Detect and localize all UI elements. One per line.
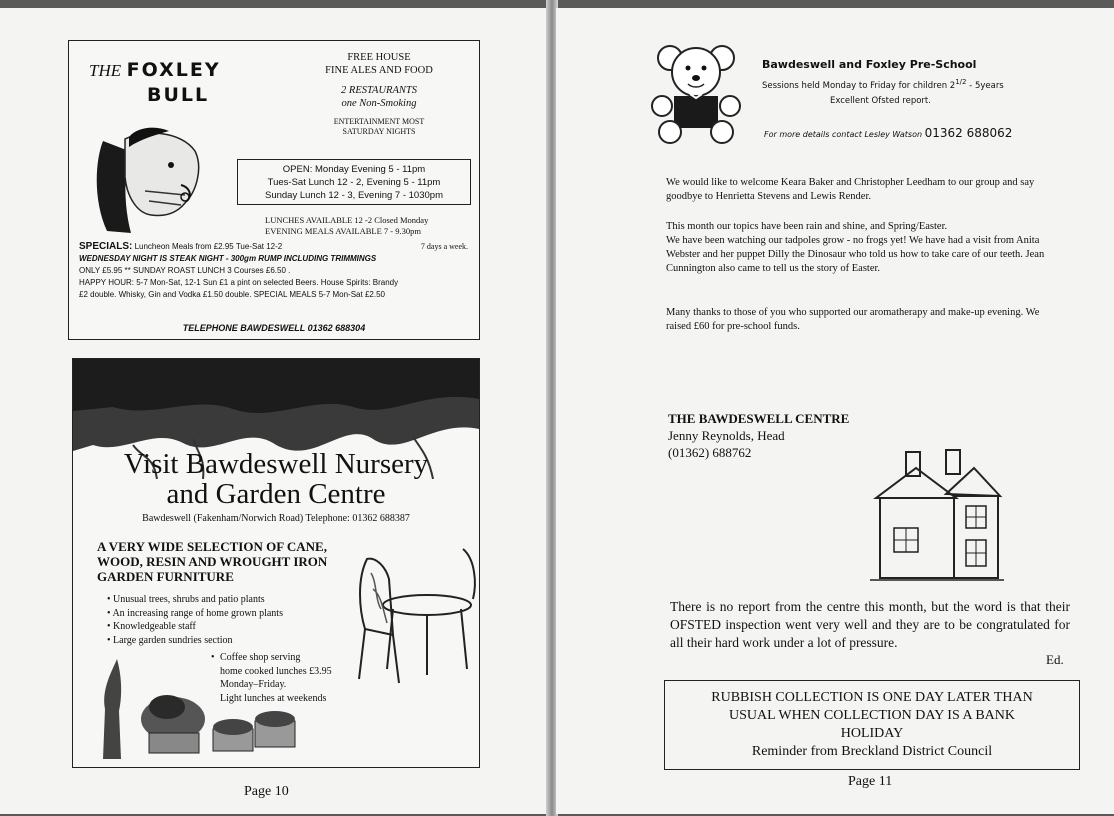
feature-item: • Knowledgeable staff xyxy=(107,620,283,634)
feature-item: • Unusual trees, shrubs and patio plants xyxy=(107,593,283,607)
coffee-line-3: Monday–Friday. xyxy=(220,679,287,690)
welcome-paragraph: We would like to welcome Keara Baker and Christopher Leedham to our group and say goodbye to Henrietta Stevens and Lewis Render. xyxy=(666,177,1035,202)
right-page xyxy=(556,8,1114,814)
sessions-end: - 5years xyxy=(966,80,1004,91)
foxley-title-name: FOXLEY xyxy=(126,59,221,81)
lunches-available: LUNCHES AVAILABLE 12 -2 Closed Monday xyxy=(265,215,429,225)
furniture-headline xyxy=(97,539,397,584)
nursery-title xyxy=(73,449,479,509)
foxley-telephone: TELEPHONE BAWDESWELL 01362 688304 xyxy=(182,323,366,333)
nursery-advert xyxy=(72,358,480,768)
open-line-3: Sunday Lunch 12 - 3, Evening 7 - 1030pm xyxy=(265,190,443,201)
sessions-text: Sessions held Monday to Friday for children 2 xyxy=(762,80,956,91)
preschool-contact xyxy=(764,126,1012,140)
specials xyxy=(79,241,474,301)
tadpoles-paragraph: We have been watching our tadpoles grow - no frogs yet! We have had a visit from Anita Webster and her puppet Dilly the Dinosaur who told us how to take care of our teeth. Jean Cunnington also came to tell us the story of Easter. xyxy=(666,235,1045,274)
headline-line-1: A VERY WIDE SELECTION OF CANE, xyxy=(97,539,327,554)
page-number-right: Page 11 xyxy=(848,774,893,789)
teddy-bear-illustration xyxy=(648,40,744,144)
garden-furniture-illustration xyxy=(353,539,479,689)
non-smoking: one Non-Smoking xyxy=(341,98,417,109)
foxley-title-the: THE xyxy=(89,61,122,80)
centre-title: THE BAWDESWELL CENTRE xyxy=(668,411,850,426)
contact-text: For more details contact Lesley Watson xyxy=(764,130,923,139)
sunday-roast: ONLY £5.95 ** SUNDAY ROAST LUNCH 3 Courses £6.50 . xyxy=(79,266,291,275)
nursery-title-line-1: Visit Bawdeswell Nursery xyxy=(123,448,429,480)
coffee-shop-info: • Coffee shop serving home cooked lunches £3.95 Monday–Friday. Light lunches at weekends xyxy=(211,652,332,704)
free-house: FREE HOUSE xyxy=(347,52,411,63)
rubbish-line-1: RUBBISH COLLECTION IS ONE DAY LATER THAN xyxy=(711,690,1033,705)
restaurants: 2 RESTAURANTS xyxy=(341,85,417,96)
house-illustration xyxy=(866,448,1006,588)
left-page xyxy=(0,8,548,814)
nursery-features-list xyxy=(107,593,283,647)
evening-meals: EVENING MEALS AVAILABLE 7 - 9.30pm xyxy=(265,226,421,236)
centre-head: Jenny Reynolds, Head xyxy=(668,428,785,443)
specials-label: SPECIALS: xyxy=(79,241,133,252)
bull-illustration xyxy=(85,121,205,237)
preschool-sessions xyxy=(762,78,1004,91)
ofsted-report: Excellent Ofsted report. xyxy=(830,96,931,106)
feature-item: • An increasing range of home grown plants xyxy=(107,607,283,621)
topics-paragraph: This month our topics have been rain and shine, and Spring/Easter. xyxy=(666,221,948,232)
feature-item: • Large garden sundries section xyxy=(107,634,283,648)
coffee-line-1: Coffee shop serving xyxy=(220,652,301,663)
plants-illustration xyxy=(83,649,303,761)
headline-line-2: WOOD, RESIN AND WROUGHT IRON xyxy=(97,554,328,569)
fine-ales: FINE ALES AND FOOD xyxy=(325,65,433,76)
preschool-title: Bawdeswell and Foxley Pre-School xyxy=(762,58,977,71)
rubbish-line-2: USUAL WHEN COLLECTION DAY IS A BANK xyxy=(729,708,1015,723)
nursery-address: Bawdeswell (Fakenham/Norwich Road) Telephone: 01362 688387 xyxy=(142,513,410,524)
specials-text: Luncheon Meals from £2.95 Tue-Sat 12-2 xyxy=(134,242,283,251)
lunch-times xyxy=(265,215,428,237)
coffee-line-4: Light lunches at weekends xyxy=(220,692,327,704)
nursery-title-line-2: and Garden Centre xyxy=(166,478,386,510)
rubbish-line-4: Reminder from Breckland District Council xyxy=(751,744,993,759)
centre-phone: (01362) 688762 xyxy=(668,445,752,460)
happy-hour: HAPPY HOUR: 5-7 Mon-Sat, 12-1 Sun £1 a pint on selected Beers. House Spirits: Brandy xyxy=(79,278,399,287)
open-line-1: OPEN: Monday Evening 5 - 11pm xyxy=(282,164,426,175)
rubbish-collection-notice xyxy=(664,680,1080,770)
foxley-title-bull: BULL xyxy=(147,84,210,106)
headline-line-3: GARDEN FURNITURE xyxy=(97,569,234,584)
foxley-info xyxy=(289,51,469,144)
entertainment: ENTERTAINMENT MOST xyxy=(333,117,425,126)
days-a-week: 7 days a week. xyxy=(420,242,468,251)
editor-signoff: Ed. xyxy=(1046,652,1064,667)
wednesday-special: WEDNESDAY NIGHT IS STEAK NIGHT - 300gm RUMP INCLUDING TRIMMINGS xyxy=(79,254,377,263)
foxley-title xyxy=(89,57,221,107)
centre-report: There is no report from the centre this month, but the word is that their OFSTED inspection went very well and they are to be congratulated for all their hard work under a lot of pressure. xyxy=(670,599,1070,650)
open-line-2: Tues-Sat Lunch 12 - 2, Evening 5 - 11pm xyxy=(267,177,441,188)
opening-hours xyxy=(237,159,471,205)
coffee-line-2: home cooked lunches £3.95 xyxy=(220,665,332,677)
thanks-paragraph: Many thanks to those of you who supported our aromatherapy and make-up evening. We raised £60 for pre-school funds. xyxy=(666,307,1040,332)
contact-number: 01362 688062 xyxy=(924,126,1013,140)
sessions-fraction: 1/2 xyxy=(955,78,967,86)
foxley-bull-advert xyxy=(68,40,480,340)
spirits-prices: £2 double. Whisky, Gin and Vodka £1.50 double. SPECIAL MEALS 5-7 Mon-Sat £2.50 xyxy=(79,290,385,299)
saturday-nights: SATURDAY NIGHTS xyxy=(342,127,416,136)
bawdeswell-centre xyxy=(668,410,849,461)
rubbish-line-3: HOLIDAY xyxy=(840,726,904,741)
page-number-left: Page 10 xyxy=(244,784,289,799)
